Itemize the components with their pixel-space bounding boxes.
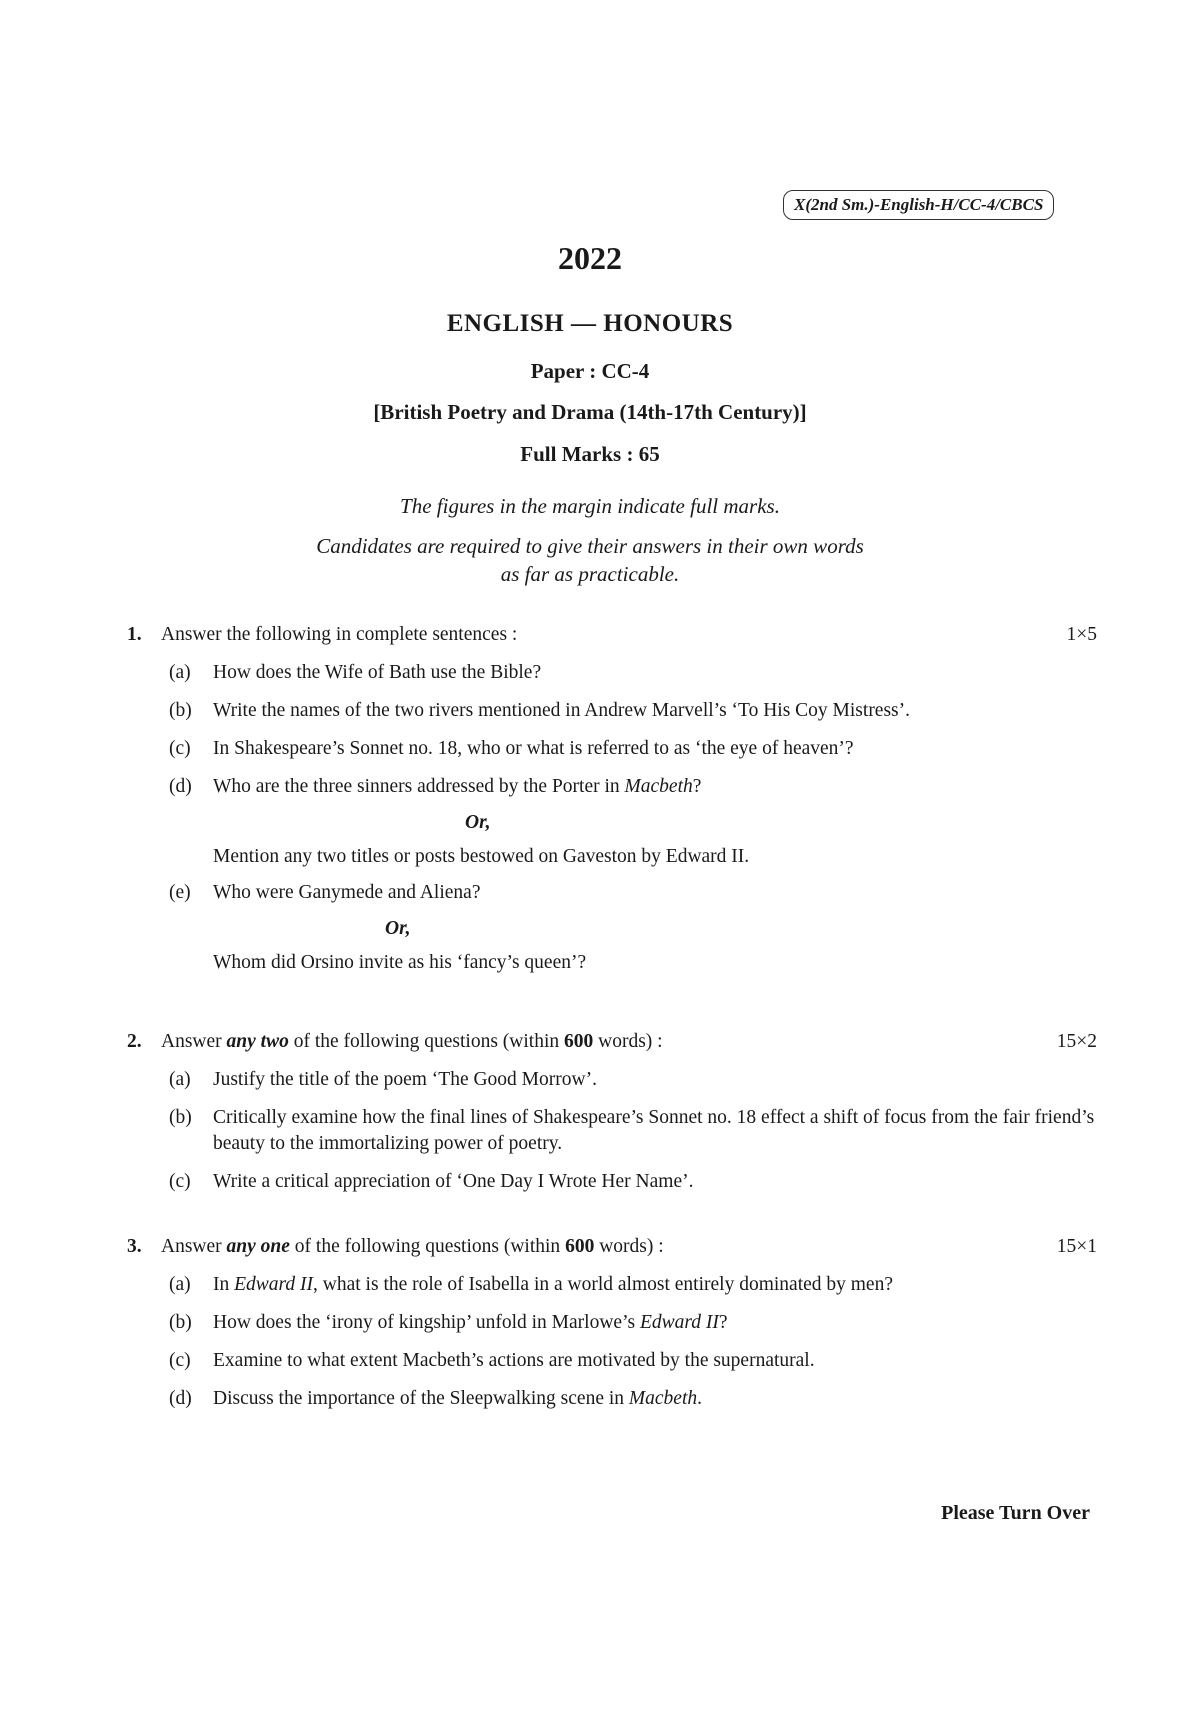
sub-label: (b) bbox=[169, 700, 192, 721]
paper-code: Paper : CC-4 bbox=[530, 359, 650, 383]
sub-label: (b) bbox=[169, 1312, 192, 1333]
sub-question-c bbox=[169, 1169, 1097, 1195]
sub-text: How does the Wife of Bath use the Bible? bbox=[213, 662, 542, 683]
exam-year: 2022 bbox=[558, 240, 622, 276]
sub-label: (d) bbox=[169, 1388, 192, 1409]
sub-label: (a) bbox=[169, 662, 191, 683]
please-turn-over: Please Turn Over bbox=[941, 1502, 1090, 1524]
sub-label: (e) bbox=[169, 882, 191, 903]
sub-text: In Edward II, what is the role of Isabella in a world almost entirely dominated by men? bbox=[213, 1274, 893, 1295]
question-number: 1. bbox=[127, 624, 142, 645]
sub-text: Examine to what extent Macbeth’s actions are motivated by the supernatural. bbox=[213, 1350, 815, 1371]
sub-text: Write the names of the two rivers mentioned in Andrew Marvell’s ‘To His Coy Mistress’. bbox=[213, 700, 911, 721]
alternate-question-d: Mention any two titles or posts bestowed on Gaveston by Edward II. bbox=[213, 846, 750, 867]
question-number: 3. bbox=[127, 1236, 142, 1257]
sub-label: (a) bbox=[169, 1069, 191, 1090]
instruction-own-words bbox=[0, 532, 1180, 588]
or-divider: Or, bbox=[465, 812, 491, 833]
paper-code-box: X(2nd Sm.)-English-H/CC-4/CBCS bbox=[783, 190, 1054, 220]
sub-label: (d) bbox=[169, 776, 192, 797]
or-divider: Or, bbox=[385, 918, 411, 939]
sub-question-e bbox=[169, 880, 1097, 906]
question-1 bbox=[127, 624, 1097, 974]
sub-text: Write a critical appreciation of ‘One Day I Wrote Her Name’. bbox=[213, 1171, 694, 1192]
question-number: 2. bbox=[127, 1031, 142, 1052]
sub-question-c bbox=[169, 1348, 1097, 1374]
sub-label: (b) bbox=[169, 1107, 192, 1128]
sub-label: (c) bbox=[169, 738, 191, 759]
question-marks: 1×5 bbox=[1066, 624, 1097, 645]
subject-title: ENGLISH — HONOURS bbox=[446, 310, 734, 337]
sub-question-b bbox=[169, 1310, 1097, 1336]
sub-question-b bbox=[169, 698, 1097, 724]
question-text: Answer the following in complete sentences : bbox=[161, 624, 518, 645]
sub-text: Justify the title of the poem ‘The Good Morrow’. bbox=[213, 1069, 597, 1090]
course-title: [British Poetry and Drama (14th-17th Century)] bbox=[373, 400, 807, 424]
question-text: Answer any one of the following questions (within 600 words) : bbox=[161, 1236, 664, 1257]
question-marks: 15×1 bbox=[1056, 1236, 1097, 1257]
sub-text: Critically examine how the final lines of Shakespeare’s Sonnet no. 18 effect a shift of focus from the fair friend’s beauty to the immortalizing power of poetry. bbox=[213, 1107, 1095, 1154]
sub-text: How does the ‘irony of kingship’ unfold in Marlowe’s Edward II? bbox=[213, 1312, 728, 1333]
question-marks: 15×2 bbox=[1056, 1031, 1097, 1052]
sub-question-a bbox=[169, 1272, 1097, 1298]
sub-question-b bbox=[169, 1105, 1097, 1157]
question-2 bbox=[127, 1031, 1097, 1195]
sub-label: (a) bbox=[169, 1274, 191, 1295]
sub-question-c bbox=[169, 736, 1097, 762]
full-marks: Full Marks : 65 bbox=[520, 442, 660, 466]
sub-question-a bbox=[169, 1067, 1097, 1093]
sub-label: (c) bbox=[169, 1171, 191, 1192]
instruction-line-1: Candidates are required to give their answers in their own words bbox=[316, 534, 864, 558]
sub-text: In Shakespeare’s Sonnet no. 18, who or what is referred to as ‘the eye of heaven’? bbox=[213, 738, 854, 759]
question-3 bbox=[127, 1236, 1097, 1412]
sub-text: Discuss the importance of the Sleepwalking scene in Macbeth. bbox=[213, 1388, 702, 1409]
instruction-line-2: as far as practicable. bbox=[500, 562, 680, 586]
question-text: Answer any two of the following questions (within 600 words) : bbox=[161, 1031, 663, 1052]
instruction-marks: The figures in the margin indicate full marks. bbox=[400, 494, 780, 518]
sub-label: (c) bbox=[169, 1350, 191, 1371]
sub-question-d bbox=[169, 1386, 1097, 1412]
alternate-question-e: Whom did Orsino invite as his ‘fancy’s queen’? bbox=[213, 952, 587, 973]
sub-text: Who were Ganymede and Aliena? bbox=[213, 882, 481, 903]
sub-question-d bbox=[169, 774, 1097, 800]
sub-text: Who are the three sinners addressed by the Porter in Macbeth? bbox=[213, 776, 702, 797]
sub-question-a bbox=[169, 660, 1097, 686]
